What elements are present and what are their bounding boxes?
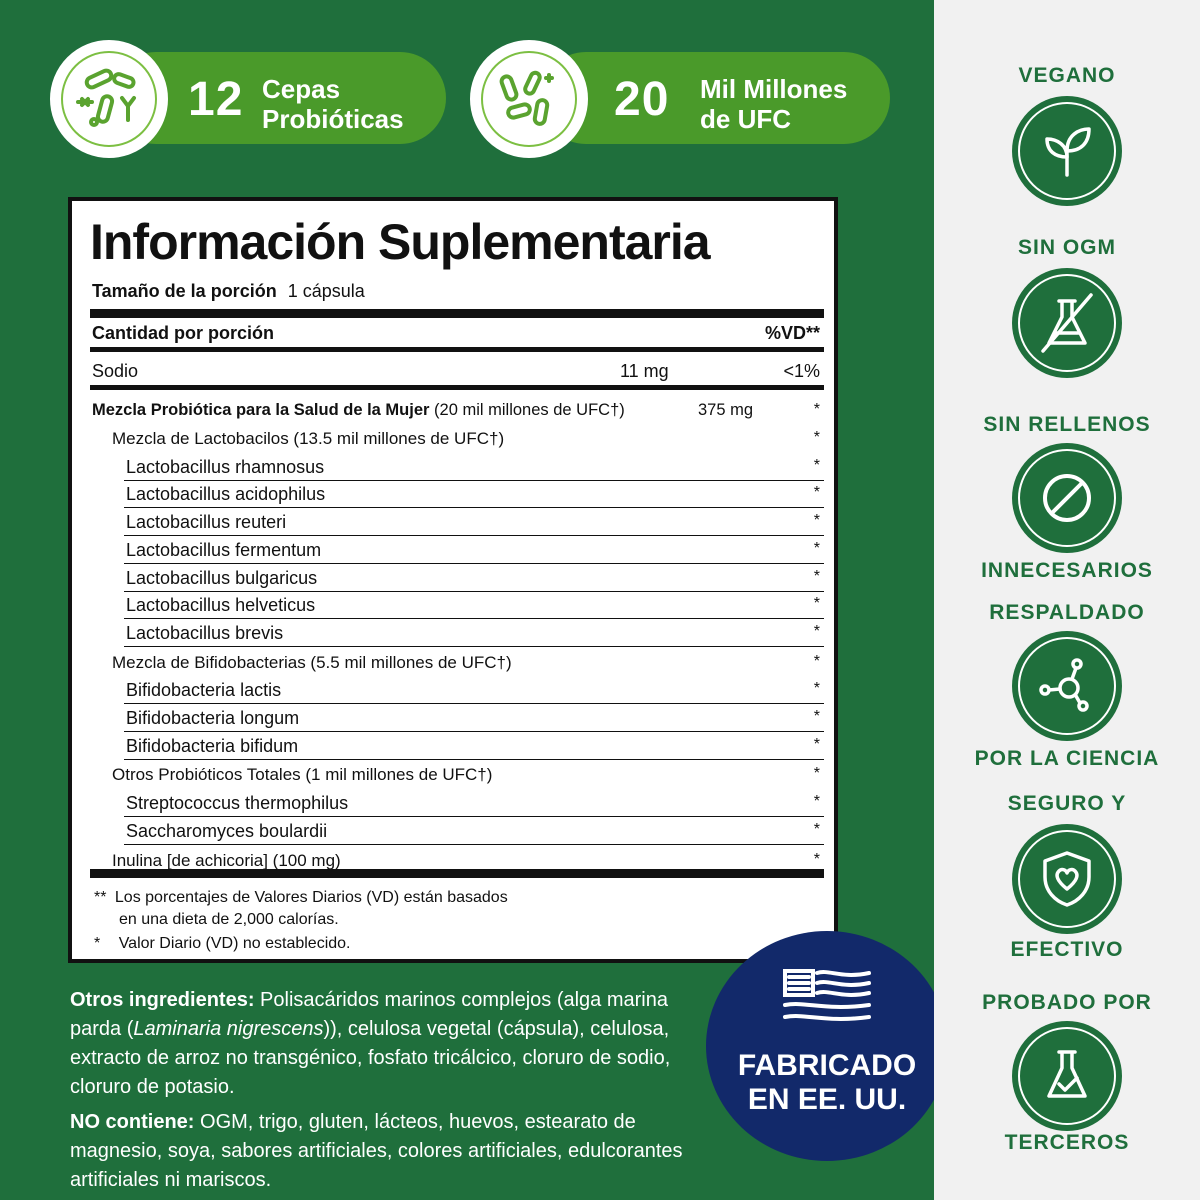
badge-science-backed-top: RESPALDADO	[989, 601, 1145, 624]
strain-rule	[124, 535, 824, 536]
us-flag-icon	[779, 965, 875, 1031]
strain-name: Lactobacillus brevis	[126, 622, 284, 643]
blend-name-rest: (20 mil millones de UFC†)	[429, 401, 625, 419]
free-from-text: OGM, trigo, gluten, lácteos, huevos, estearato de magnesio, soya, sabores artificiales, colores artificiales, edulcorantes artificiales ni mariscos.	[70, 1111, 683, 1191]
footnote-1	[94, 887, 508, 931]
badge-vegan	[934, 60, 1200, 250]
group-dv: *	[813, 765, 820, 783]
made-in-usa-badge	[706, 931, 948, 1161]
strain-dv: *	[813, 793, 820, 811]
inulin-name: Inulina [de achicoria] (100 mg)	[112, 850, 341, 870]
blend-name	[92, 401, 625, 420]
strain-dv: *	[813, 708, 820, 725]
badge-third-party-tested	[934, 985, 1200, 1175]
strain-rule	[124, 591, 824, 592]
strain-name: Lactobacillus helveticus	[126, 595, 316, 616]
inulin-dv: *	[813, 850, 820, 868]
strain-rule	[124, 844, 824, 845]
blend-name-bold: Mezcla Probiótica para la Salud de la Mujer	[92, 401, 430, 419]
strain-rule	[124, 480, 824, 481]
badge-no-fillers	[934, 405, 1200, 595]
strain-rule	[124, 563, 824, 564]
strain-name: Lactobacillus rhamnosus	[126, 456, 325, 477]
strain-dv: *	[813, 820, 820, 838]
strains-line1: Cepas	[262, 74, 341, 104]
blend-dv: *	[813, 401, 820, 418]
strain-dv: *	[813, 735, 820, 753]
strain-rule	[124, 646, 824, 647]
strains-number: 12	[188, 73, 244, 126]
dv-header: %VD**	[764, 323, 820, 343]
group-name: Otros Probióticos Totales (1 mil millones de UFC†)	[112, 765, 493, 785]
strain-name: Bifidobacteria longum	[126, 708, 300, 728]
other-ingredients	[70, 986, 690, 1102]
cfu-line2: de UFC	[700, 104, 791, 134]
strain-rule	[124, 703, 824, 704]
strain-name: Lactobacillus reuteri	[126, 512, 287, 533]
claims-column	[934, 0, 1200, 1200]
group-name: Mezcla de Bifidobacterias (5.5 mil millones de UFC†)	[112, 652, 512, 672]
other-ingredients-text-1: Polisacáridos marinos complejos (alga marina parda (	[70, 989, 668, 1040]
strain-name: Saccharomyces boulardii	[126, 820, 328, 841]
strain-name: Bifidobacteria lactis	[126, 680, 282, 701]
footnote-1-line-b: en una dieta de 2,000 calorías.	[119, 911, 339, 928]
panel-title: Información Suplementaria	[90, 214, 710, 270]
footnote-2	[94, 935, 351, 953]
microbes-icon-badge	[470, 40, 588, 158]
footnote-2-mark: *	[94, 935, 101, 952]
strain-dv: *	[813, 484, 820, 502]
serving-value: 1 cápsula	[287, 281, 365, 301]
flask-crossed-icon	[1037, 293, 1097, 353]
badge-safe-effective-bottom: EFECTIVO	[1010, 938, 1124, 961]
badge-safe-effective	[934, 790, 1200, 980]
strain-name: Lactobacillus acidophilus	[126, 484, 326, 505]
free-from	[70, 1108, 690, 1195]
serving-size	[92, 281, 365, 302]
strain-dv: *	[813, 539, 820, 557]
other-ingredients-text-2: )), celulosa vegetal (cápsula), celulosa, extracto de arroz no transgénico, fosfato tricálcico, cloruro de sodio, cloruro de potasio.	[70, 1018, 671, 1098]
footnote-2-text: Valor Diario (VD) no establecido.	[118, 935, 351, 952]
group-dv: *	[813, 429, 820, 446]
strain-name: Lactobacillus fermentum	[126, 539, 322, 560]
footnote-1-mark: **	[94, 889, 107, 906]
strain-rule	[124, 759, 824, 760]
strain-rule	[124, 731, 824, 732]
molecule-icon	[1037, 656, 1097, 716]
strain-dv: *	[813, 512, 820, 530]
beaker-check-icon	[1037, 1046, 1097, 1106]
badge-vegan-top: VEGANO	[1018, 64, 1116, 87]
other-ingredients-label: Otros ingredientes:	[70, 989, 255, 1011]
strain-rule	[124, 816, 824, 817]
badge-third-party-tested-top: PROBADO POR	[982, 991, 1152, 1014]
supplement-facts-panel	[68, 197, 838, 963]
strain-dv: *	[813, 567, 820, 585]
badge-non-gmo-top: SIN OGM	[1017, 236, 1116, 259]
group-name: Mezcla de Lactobacilos (13.5 mil millones de UFC†)	[112, 429, 505, 448]
sodium-name: Sodio	[92, 361, 139, 381]
footnote-1-line-a: Los porcentajes de Valores Diarios (VD) están basados	[114, 889, 508, 906]
leaf-icon	[1037, 121, 1097, 181]
serving-label: Tamaño de la porción	[92, 281, 277, 301]
cfu-pill	[540, 52, 890, 144]
badge-science-backed-bottom: POR LA CIENCIA	[974, 747, 1160, 770]
made-in-usa-line2: EN EE. UU.	[747, 1083, 907, 1116]
badge-science-backed	[934, 595, 1200, 785]
cfu-line1: Mil Millones	[700, 74, 848, 104]
microbes-icon	[494, 64, 564, 134]
strain-dv: *	[813, 595, 820, 613]
blend-amount: 375 mg	[698, 401, 754, 419]
badge-no-fillers-bottom: INNECESARIOS	[981, 559, 1153, 582]
strain-dv: *	[813, 456, 820, 474]
strain-dv: *	[813, 680, 820, 698]
strain-rule	[124, 618, 824, 619]
strain-dv: *	[813, 622, 820, 640]
strain-name: Streptococcus thermophilus	[126, 793, 349, 814]
amount-header: Cantidad por porción	[92, 323, 274, 343]
badge-third-party-tested-bottom: TERCEROS	[1004, 1131, 1130, 1154]
made-in-usa-line1: FABRICADO	[737, 1049, 917, 1082]
bacteria-icon-badge	[50, 40, 168, 158]
strain-name: Bifidobacteria bifidum	[126, 735, 299, 756]
group-dv: *	[813, 652, 820, 670]
bacteria-icon	[74, 64, 144, 134]
other-ingredients-italic: Laminaria nigrescens	[133, 1018, 324, 1040]
prohibited-icon	[1037, 468, 1097, 528]
badge-no-fillers-top: SIN RELLENOS	[983, 413, 1151, 436]
strains-line2: Probióticas	[262, 104, 404, 134]
badge-safe-effective-top: SEGURO Y	[1007, 792, 1127, 815]
strain-rule	[124, 507, 824, 508]
sodium-amount: 11 mg	[620, 361, 669, 381]
sodium-dv: <1%	[783, 361, 820, 381]
cfu-number: 20	[614, 73, 670, 126]
badge-non-gmo	[934, 232, 1200, 422]
strain-name: Lactobacillus bulgaricus	[126, 567, 318, 588]
free-from-label: NO contiene:	[70, 1111, 195, 1133]
shield-heart-icon	[1037, 849, 1097, 909]
